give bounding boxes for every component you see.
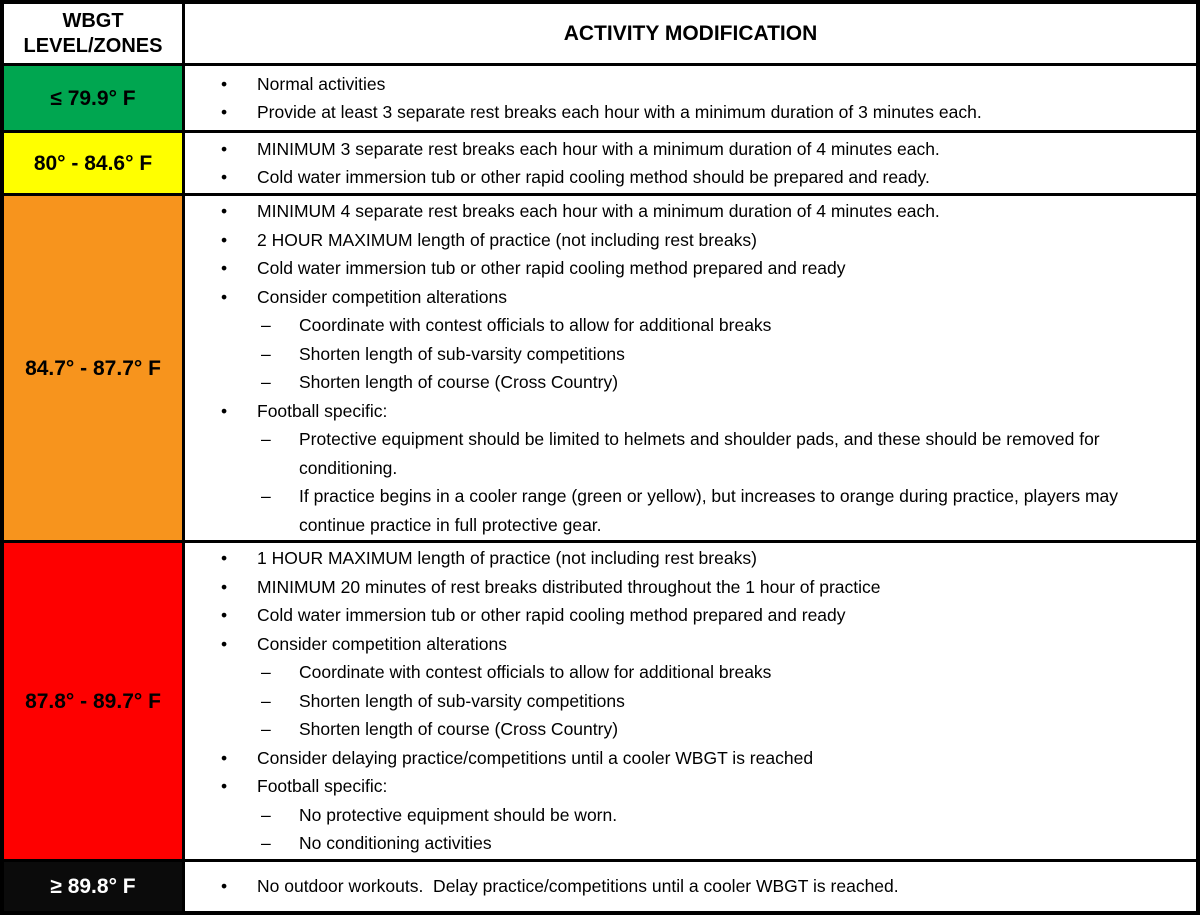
activity-list-yellow [185,133,1196,193]
list-subitem [221,715,1182,744]
table-row-black [4,862,1196,911]
list-item-text: Coordinate with contest officials to allow for additional breaks [299,315,772,335]
list-item [221,197,1182,226]
list-item [221,70,1182,99]
list-item-text: Consider competition alterations [257,633,507,654]
list-item-text: Coordinate with contest officials to allow for additional breaks [299,662,772,683]
list-item [221,772,1182,801]
list-item-text: Football specific: [257,776,388,797]
list-item [221,601,1182,630]
list-item [221,163,1182,192]
zone-column-header: WBGT LEVEL/ZONES [4,4,185,63]
bullet-icon: • [221,876,228,897]
list-item-text: Consider delaying practice/competitions until a cooler WBGT is reached [257,747,814,768]
list-item-text: Shorten length of course (Cross Country) [299,719,619,740]
dash-icon: – [261,486,271,506]
list-item [221,226,1182,255]
bullet-icon: • [221,167,228,187]
list-item-text: MINIMUM 3 separate rest breaks each hour with a minimum duration of 4 minutes each. [257,138,940,159]
list-item-text: Football specific: [257,400,388,421]
zone-label-green: ≤ 79.9° F [4,66,185,130]
list-subitem [221,368,1182,397]
list-item-text: If practice begins in a cooler range (green or yellow), but increases to orange during practice, players may continue practice in full protective gear. [299,486,1123,535]
list-subitem [221,658,1182,687]
list-item-text: MINIMUM 4 separate rest breaks each hour with a minimum duration of 4 minutes each. [257,201,940,221]
activity-list-green [185,66,1196,130]
bullet-icon: • [221,201,228,221]
list-item-text: Shorten length of sub-varsity competitions [299,343,625,364]
bullet-icon: • [221,286,228,307]
list-item [221,254,1182,283]
bullet-icon: • [221,776,228,797]
bullet-icon: • [221,633,228,654]
list-subitem [221,829,1182,858]
list-subitem [221,425,1182,482]
zone-label-orange: 84.7° - 87.7° F [4,196,185,540]
table-row-red [4,543,1196,862]
list-subitem [221,482,1182,539]
bullet-icon: • [221,138,228,159]
table-row-yellow [4,133,1196,196]
list-item-text: Cold water immersion tub or other rapid cooling method prepared and ready [257,605,846,626]
zone-label-black: ≥ 89.8° F [4,862,185,911]
list-item-text: Consider competition alterations [257,286,507,307]
list-item-text: Shorten length of sub-varsity competitions [299,690,625,711]
bullet-icon: • [221,229,228,250]
list-item [221,744,1182,773]
bullet-icon: • [221,605,228,626]
dash-icon: – [261,719,271,740]
list-item-text: Cold water immersion tub or other rapid cooling method should be prepared and ready. [257,167,930,187]
bullet-icon: • [221,73,228,94]
list-item-text: 2 HOUR MAXIMUM length of practice (not including rest breaks) [257,229,757,250]
activity-list-orange [185,196,1196,540]
activity-list-black [185,862,1196,911]
dash-icon: – [261,690,271,711]
bullet-icon: • [221,576,228,597]
list-item [221,573,1182,602]
dash-icon: – [261,343,271,364]
bullet-icon: • [221,747,228,768]
bullet-icon: • [221,102,228,122]
list-item [221,544,1182,573]
list-item-text: Shorten length of course (Cross Country) [299,372,619,392]
bullet-icon: • [221,258,228,278]
dash-icon: – [261,315,271,335]
list-subitem [221,801,1182,830]
list-item [221,283,1182,312]
list-item [221,397,1182,426]
header-row [4,4,1196,66]
bullet-icon: • [221,400,228,421]
dash-icon: – [261,833,271,854]
list-item-text: No protective equipment should be worn. [299,804,618,825]
list-subitem [221,340,1182,369]
list-item [221,872,1182,901]
zone-label-red: 87.8° - 89.7° F [4,543,185,859]
table-row-green [4,66,1196,133]
zone-label-yellow: 80° - 84.6° F [4,133,185,193]
activity-column-header: ACTIVITY MODIFICATION [563,21,818,45]
activity-list-red [185,543,1196,859]
list-item-text: Normal activities [257,73,386,94]
list-item [221,630,1182,659]
dash-icon: – [261,804,271,825]
list-item-text: 1 HOUR MAXIMUM length of practice (not including rest breaks) [257,548,757,569]
list-subitem [221,311,1182,340]
dash-icon: – [261,372,271,392]
list-item-text: Cold water immersion tub or other rapid cooling method prepared and ready [257,258,846,278]
list-item [221,98,1182,127]
list-item [221,135,1182,164]
list-item-text: No conditioning activities [299,833,492,854]
list-item-text: Protective equipment should be limited to helmets and shoulder pads, and these should be removed for conditioning. [299,429,1105,478]
table-row-orange [4,196,1196,543]
list-item-text: Provide at least 3 separate rest breaks each hour with a minimum duration of 3 minutes each. [257,102,982,122]
list-item-text: No outdoor workouts. Delay practice/competitions until a cooler WBGT is reached. [257,876,899,897]
dash-icon: – [261,662,271,683]
dash-icon: – [261,429,271,449]
list-subitem [221,687,1182,716]
bullet-icon: • [221,548,228,569]
list-item-text: MINIMUM 20 minutes of rest breaks distributed throughout the 1 hour of practice [257,576,881,597]
